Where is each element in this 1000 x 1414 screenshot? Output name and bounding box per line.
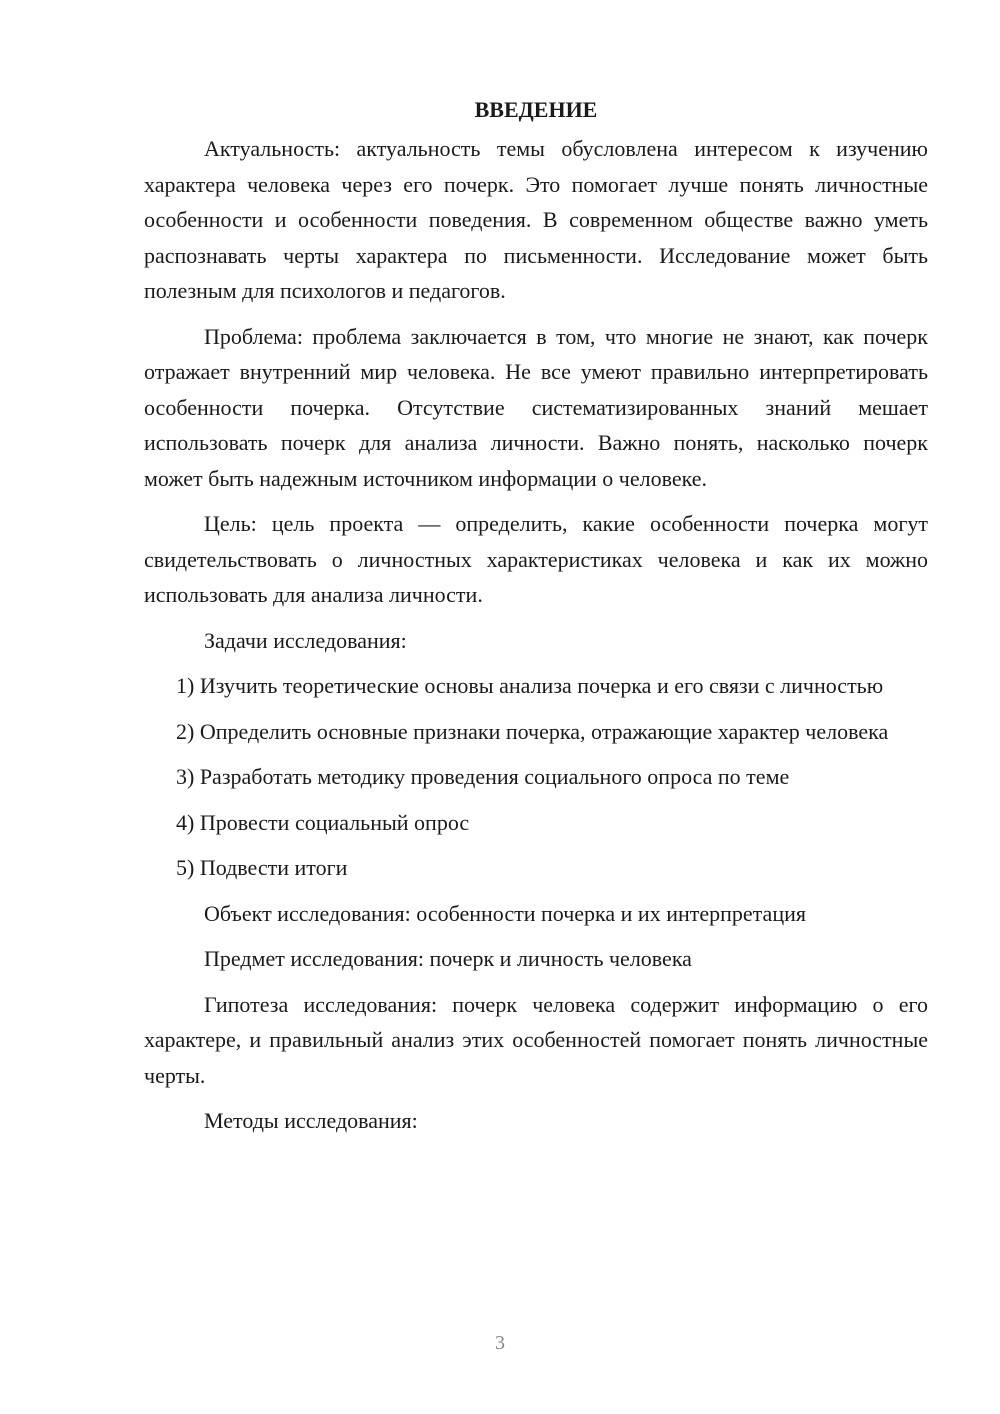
paragraph-relevance: Актуальность: актуальность темы обусловлена интересом к изучению характера человека через его почерк. Это помогает лучше понять личностные особенности и особенности поведения. В современном обществе важно уметь распознавать черты характера по письменности. Исследование может быть полезным для психологов и педагогов. [144,136,928,303]
document-page [144,92,928,1149]
list-item: 3) Разработать методику проведения социального опроса по теме [176,764,790,789]
section-title: ВВЕДЕНИЕ [474,97,598,122]
list-item: 2) Определить основные признаки почерка, отражающие характер человека [176,718,889,744]
list-item: 1) Изучить теоретические основы анализа почерка и его связи с личностью [176,673,884,698]
paragraph-problem: Проблема: проблема заключается в том, что многие не знают, как почерк отражает внутренний мир человека. Не все умеют правильно интерпретировать особенности почерка. Отсутствие систематизированных знаний мешает использовать почерк для анализа личности. Важно понять, насколько почерк может быть надежным источником информации о человеке. [144,323,928,491]
paragraph-methods: Методы исследования: [204,1108,418,1133]
list-item: 4) Провести социальный опрос [176,809,470,835]
paragraph-hypothesis: Гипотеза исследования: почерк человека содержит информацию о его характере, и правильный анализ этих особенностей помогает понять личностные черты. [144,991,928,1088]
paragraph-object: Объект исследования: особенности почерка и их интерпретация [204,900,806,926]
tasks-heading: Задачи исследования: [204,627,407,653]
page-number: 3 [495,1332,505,1354]
tasks-list [144,668,928,886]
paragraph-subject: Предмет исследования: почерк и личность человека [204,946,692,971]
list-item: 5) Подвести итоги [176,855,348,880]
paragraph-goal: Цель: цель проекта — определить, какие особенности почерка могут свидетельствовать о личностных характеристиках человека и как их можно использовать для анализа личности. [144,511,928,607]
